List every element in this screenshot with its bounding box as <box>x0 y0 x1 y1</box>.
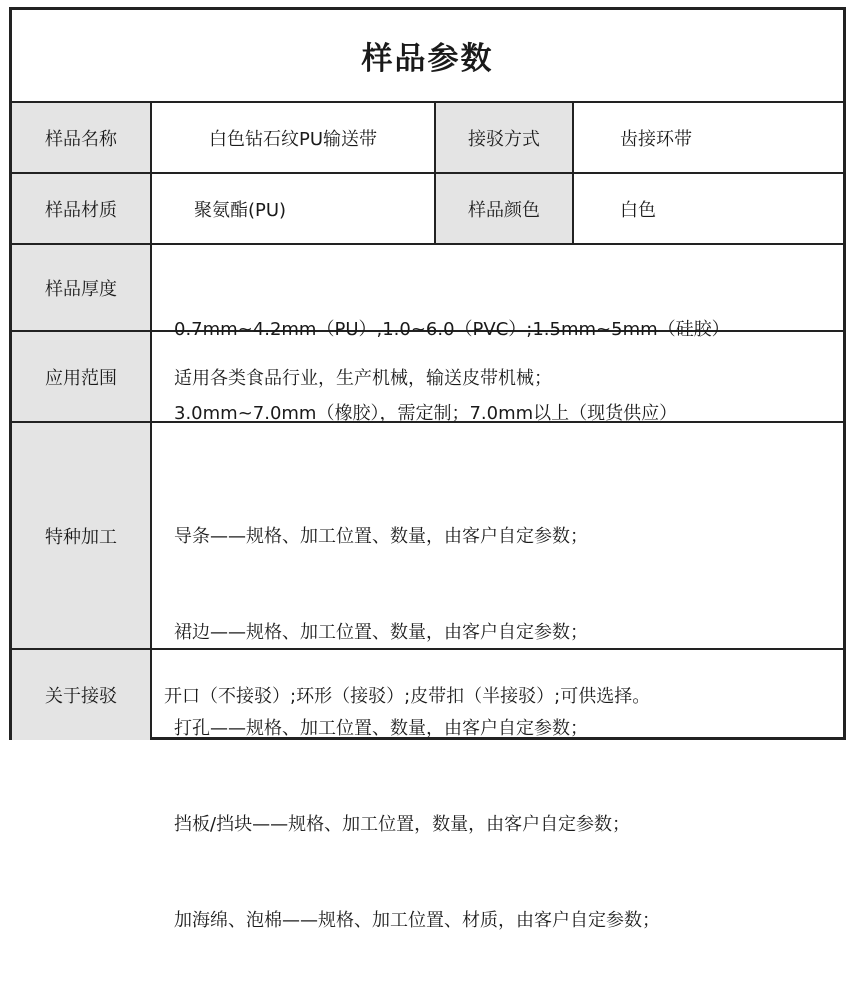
value-application: 适用各类食品行业，生产机械，输送皮带机械； <box>174 367 552 389</box>
label-thickness: 样品厚度 <box>12 245 150 330</box>
label-application: 应用范围 <box>12 332 150 421</box>
label-processing: 特种加工 <box>12 423 150 648</box>
label-material: 样品材质 <box>12 174 150 243</box>
processing-line: 加海绵、泡棉——规格、加工位置、材质，由客户自定参数； <box>174 910 660 931</box>
thickness-line: 0.7mm~4.2mm（PU）,1.0~6.0（PVC）;1.5mm~5mm（硅胶） <box>174 319 730 340</box>
label-joint-method: 接驳方式 <box>436 103 572 172</box>
spec-table <box>9 7 846 931</box>
value-material: 聚氨酯(PU) <box>194 199 287 221</box>
value-sample-name: 白色钻石纹PU输送带 <box>208 128 378 150</box>
value-color: 白色 <box>620 199 656 221</box>
divider <box>434 101 436 243</box>
value-joint-method: 齿接环带 <box>620 128 692 150</box>
table-title: 样品参数 <box>361 41 494 77</box>
divider <box>150 101 152 740</box>
processing-line: 导条——规格、加工位置、数量，由客户自定参数； <box>174 526 588 547</box>
processing-line: 打孔——规格、加工位置、数量，由客户自定参数； <box>174 718 588 739</box>
label-sample-name: 样品名称 <box>12 103 150 172</box>
thickness-line: 3.0mm~7.0mm（橡胶），需定制；7.0mm以上（现货供应） <box>174 403 678 424</box>
divider <box>572 101 574 243</box>
label-about-joint: 关于接驳 <box>12 650 150 740</box>
processing-line: 裙边——规格、加工位置、数量，由客户自定参数； <box>174 622 588 643</box>
processing-line: 挡板/挡块——规格、加工位置，数量，由客户自定参数； <box>174 814 631 835</box>
value-about-joint: 开口（不接驳）;环形（接驳）;皮带扣（半接驳）;可供选择。 <box>164 686 651 707</box>
label-color: 样品颜色 <box>436 174 572 243</box>
